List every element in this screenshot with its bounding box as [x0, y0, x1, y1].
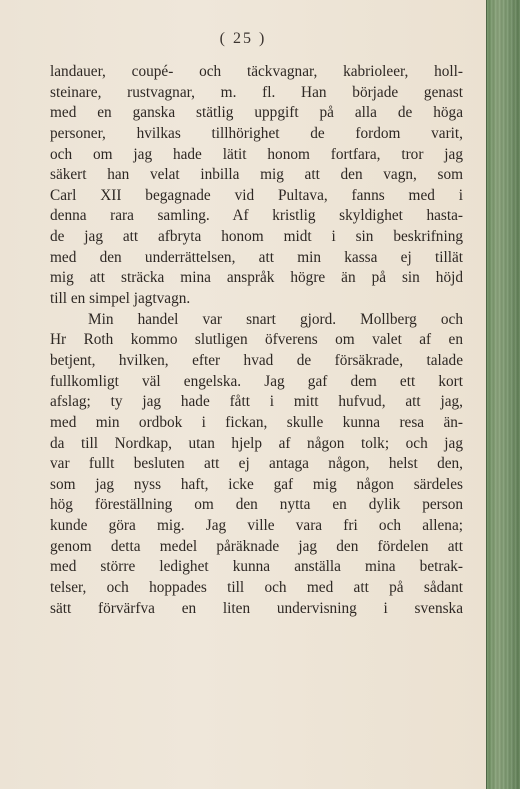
body-text [50, 62, 463, 619]
text-line: afslag; ty jag hade fått i mitt hufvud, att jag, [50, 393, 463, 411]
text-line: till en simpel jagtvagn. [50, 290, 191, 308]
text-line: personer, hvilkas tillhörighet de fordom varit, [50, 124, 463, 142]
text-line: säkert han velat inbilla mig att den vagn, som [50, 166, 463, 184]
text-line: landauer, coupé- och täckvagnar, kabrioleer, holl- [50, 63, 463, 80]
text-line: hög föreställning om den nytta en dylik person [50, 496, 463, 514]
text-line: Carl XII begagnade vid Pultava, fanns med i [50, 186, 463, 204]
text-line: da till Nordkap, utan hjelp af någon tolk; och jag [50, 434, 463, 452]
text-line: som jag nyss haft, icke gaf mig någon särdeles [50, 475, 463, 493]
text-line: kunde göra mig. Jag ville vara fri och allena; [50, 517, 463, 535]
text-line: med min ordbok i fickan, skulle kunna resa än- [50, 413, 463, 431]
text-line: med större ledighet kunna anställa mina betrak- [50, 558, 463, 576]
text-line: genom detta medel påräknade jag den fördelen att [50, 537, 463, 555]
text-line: Min handel var snart gjord. Mollberg och [88, 310, 463, 328]
text-line: var fullt besluten att ej antaga någon, helst den, [50, 455, 463, 473]
text-line: sätt förvärfva en liten undervisning i svenska [50, 599, 463, 617]
text-line: fullkomligt väl engelska. Jag gaf dem ett kort [50, 372, 463, 390]
page-number: ( 25 ) [219, 30, 267, 47]
text-line: betjent, hvilken, efter hvad de försäkrade, talade [50, 351, 463, 369]
text-line: och om jag hade lätit honom fortfara, tror jag [50, 145, 463, 163]
text-line: de jag att afbryta honom midt i sin beskrifning [50, 228, 463, 246]
text-line: med den underrättelsen, att min kassa ej tillät [50, 248, 463, 266]
text-line: Hr Roth kommo slutligen öfverens om valet af en [50, 331, 463, 349]
text-line: telser, och hoppades till och med att på sådant [50, 579, 463, 597]
text-line: mig att sträcka mina anspråk högre än på sin höjd [50, 269, 463, 287]
text-line: med en ganska stätlig uppgift på alla de höga [50, 104, 463, 122]
text-line: steinare, rustvagnar, m. fl. Han började genast [50, 83, 463, 101]
text-line: denna rara samling. Af kristlig skyldighet hasta- [50, 207, 463, 225]
book-binding-edge [486, 0, 520, 789]
